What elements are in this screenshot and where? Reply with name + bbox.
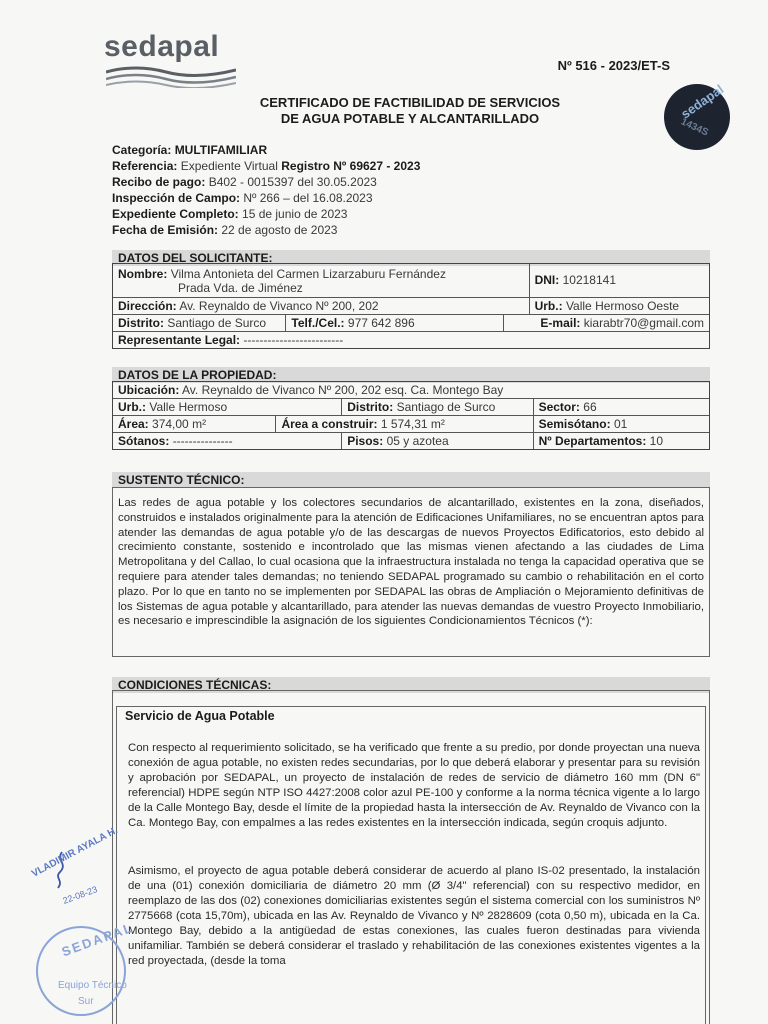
- email-cell: E-mail: kiarabtr70@gmail.com: [540, 316, 704, 330]
- condiciones-heading: CONDICIONES TÉCNICAS:: [112, 677, 710, 693]
- agua-potable-subheading: Servicio de Agua Potable: [125, 709, 275, 723]
- meta-emision: Fecha de Emisión: 22 de agosto de 2023: [112, 223, 338, 237]
- area-construir-cell: Área a construir: 1 574,31 m²: [276, 416, 533, 432]
- stamp-line-1: Equipo Técnico: [58, 980, 127, 991]
- meta-recibo: Recibo de pago: B402 - 0015397 del 30.05.2023: [112, 175, 377, 189]
- stamp-line-2: Sur: [78, 996, 94, 1007]
- pisos-cell: Pisos: 05 y azotea: [342, 433, 533, 449]
- prop-distrito-cell: Distrito: Santiago de Surco: [342, 399, 533, 415]
- signature-name: VLADIMIR AYALA H.: [30, 825, 120, 880]
- solicitante-heading: DATOS DEL SOLICITANTE:: [112, 250, 710, 266]
- meta-inspeccion: Inspección de Campo: Nº 266 – del 16.08.2023: [112, 191, 373, 205]
- ubicacion-cell: Ubicación: Av. Reynaldo de Vivanco Nº 200, 202 esq. Ca. Montego Bay: [118, 383, 504, 397]
- condiciones-paragraph-1: Con respecto al requerimiento solicitado, se ha verificado que frente a su predio, por donde proyectan una nueva conexión de agua potable, no existen redes secundarias, por lo que deberá elaborar y presentar para su revisión y aprobación por SEDAPAL, un proyecto de instalación de redes de servicio de diámetro 160 mm (DN 6" referencial) HDPE según NTP ISO 4427:2008 color azul PE-100 y conforme a la norma técnica vigente a lo largo de la Calle Montego Bay, desde el límite de la propiedad hasta la intersección de Av. Reynaldo de Vivanco con la Ca. Montego Bay, con empalmes a las redes existentes en la intersección indicada, según croquis adjunto.: [128, 742, 700, 829]
- stamp-top-text: SEDAPAL: [59, 919, 136, 960]
- meta-expediente: Expediente Completo: 15 de junio de 2023: [112, 207, 348, 221]
- table-row: [113, 382, 709, 399]
- table-row: [113, 433, 709, 449]
- departamentos-cell: Nº Departamentos: 10: [538, 434, 664, 448]
- sustento-heading: SUSTENTO TÉCNICO:: [112, 472, 710, 488]
- title-line-1: CERTIFICADO DE FACTIBILIDAD DE SERVICIOS: [259, 95, 561, 110]
- seal-text: sedapal: [678, 81, 727, 122]
- semisotano-cell: Semisótano: 01: [538, 417, 628, 431]
- signature-date: 22-08-23: [61, 884, 99, 906]
- table-row: [113, 332, 709, 348]
- area-cell: Área: 374,00 m²: [113, 416, 276, 432]
- urb-cell: Urb.: Valle Hermoso Oeste: [534, 299, 680, 313]
- document-number: Nº 516 - 2023/ET-S: [557, 58, 670, 73]
- table-row: [113, 315, 709, 332]
- meta-categoria: Categoría: MULTIFAMILIAR: [112, 143, 268, 157]
- table-row: [113, 298, 709, 315]
- dni-cell: DNI: 10218141: [534, 273, 616, 287]
- sector-cell: Sector: 66: [538, 400, 597, 414]
- propiedad-table: [112, 381, 710, 450]
- nombre-cell: Nombre: Vilma Antonieta del Carmen Lizarzaburu Fernández Prada Vda. de Jiménez: [113, 264, 530, 297]
- table-row: [113, 264, 709, 298]
- meta-referencia: Referencia: Expediente Virtual Registro Nº 69627 - 2023: [112, 159, 421, 173]
- sedapal-seal-icon: [664, 81, 730, 150]
- table-row: [113, 416, 709, 433]
- representante-cell: Representante Legal: -------------------------: [118, 333, 344, 347]
- solicitante-table: [112, 263, 710, 349]
- direccion-cell: Dirección: Av. Reynaldo de Vivanco Nº 200, 202: [113, 298, 530, 314]
- sedapal-logo: [104, 30, 244, 90]
- sotanos-cell: Sótanos: ---------------: [113, 433, 342, 449]
- title-line-2: DE AGUA POTABLE Y ALCANTARILLADO: [280, 111, 540, 126]
- document-meta: [112, 142, 420, 238]
- logo-waves-icon: [106, 64, 236, 88]
- document-title: [160, 95, 660, 127]
- seal-number: 1434S: [679, 116, 710, 139]
- sustento-text: Las redes de agua potable y los colectores secundarios de alcantarillado, existentes en la zona, diseñados, construidos e instalados originalmente para la atención de Edificaciones Unifamiliares, no se encuentran aptos para atender las demandas de agua potable y/o de las descargas de nuevos Proyectos Edificatorios, esto debido al crecimiento constante, sostenido e incontrolado que las mismas vienen afectando a las ciudades de Lima Metropolitana y del Callao, lo cual ocasiona que la infraestructura instalada no tenga la capacidad operativa que se requiere para atender tales demandas; no teniendo SEDAPAL programado su cambio o rehabilitación en el corto plazo. Por lo que en tanto no se implementen por SEDAPAL las obras de Ampliación o Mejoramiento definitivas de los Sistemas de agua potable y alcantarillado, para atender las nuevas demandas de vuestro Proyecto Inmobiliario, es necesario e imprescindible la asignación de los siguientes Condicionamientos Técnicos (*):: [112, 487, 710, 657]
- distrito-cell: Distrito: Santiago de Surco: [113, 315, 286, 331]
- condiciones-paragraph-2: Asimismo, el proyecto de agua potable deberá considerar de acuerdo al plano IS-02 presentado, la instalación de una (01) conexión domiciliaria de diámetro 20 mm (Ø 3/4" referencial) con su respectivo medidor, en reemplazo de las dos (02) conexiones domiciliarias existentes según el sistema comercial con los suministros Nº 2775668 (cota 15,70m), ubicada en las Av. Reynaldo de Vivanco y Nº 2828609 (cota 0,50 m), ubicada en la Ca. Montego Bay, debido a la antigüedad de estas conexiones, las cuales fueron destinadas para vivienda unifamiliar. También se deberá considerar el traslado y rehabilitación de las conexiones existentes vigentes a la red proyectada, (desde la toma: [128, 865, 700, 967]
- table-row: [113, 399, 709, 416]
- telefono-cell: Telf./Cel.: 977 642 896: [286, 315, 503, 331]
- propiedad-heading: DATOS DE LA PROPIEDAD:: [112, 367, 710, 383]
- logo-text: sedapal: [104, 30, 220, 63]
- prop-urb-cell: Urb.: Valle Hermoso: [113, 399, 342, 415]
